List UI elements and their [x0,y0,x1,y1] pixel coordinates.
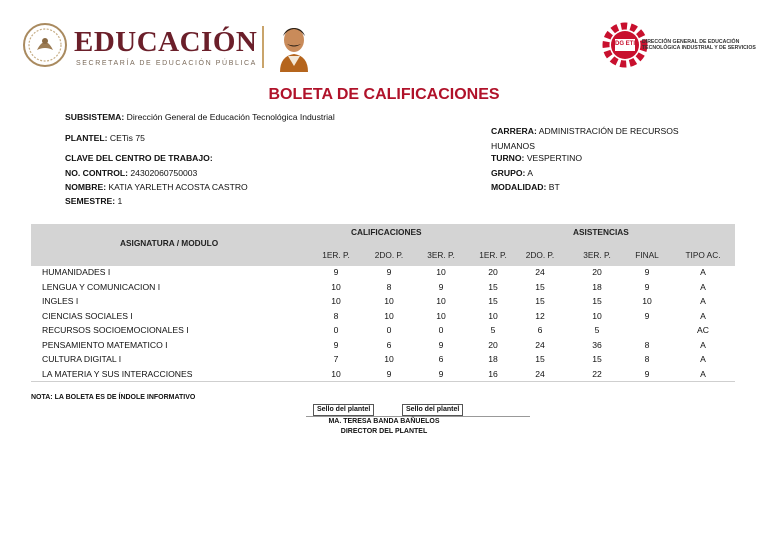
table-cell: 8 [386,281,392,292]
table-cell: A [700,281,706,292]
sep-logo [22,16,322,74]
column-header: 1ER. P. [322,250,350,260]
table-cell: 10 [331,296,341,306]
mexico-seal-icon [22,22,68,68]
table-cell: 15 [535,296,545,306]
table-cell: 0 [386,325,392,335]
table-cell: 15 [535,281,545,292]
table-cell: 6 [438,354,444,364]
table-cell: 9 [386,368,392,379]
subject-name: HUMANIDADES I [42,267,111,277]
table-cell: AC [697,325,709,335]
field-grupo-value: A [527,168,534,178]
field-subsistema-label: SUBSISTEMA: [65,112,125,122]
field-grupo [491,168,533,178]
field-control-label: NO. CONTROL: [65,168,129,178]
table-cell: 15 [535,354,545,364]
column-header: FINAL [635,250,659,260]
field-semestre [65,196,122,206]
field-control [65,168,197,178]
note-text: NOTA: LA BOLETA ES DE ÍNDOLE INFORMATIVO [31,394,196,401]
table-cell: 10 [436,310,446,321]
logo-divider [262,26,264,68]
signature-line [306,416,530,417]
table-cell: 10 [331,368,341,379]
field-semestre-value: 1 [117,196,123,206]
table-cell: 10 [436,296,446,306]
field-nombre [65,182,248,192]
sello-plantel-1: Sello del plantel [313,404,374,416]
table-cell: 36 [592,339,602,350]
dg-badge: DG ETI [615,41,636,47]
table-cell: 5 [594,325,600,335]
column-header: 3ER. P. [583,250,611,260]
table-cell: 8 [333,310,339,321]
field-grupo-label: GRUPO: [491,168,526,178]
field-plantel [65,133,145,143]
table-cell: 6 [386,339,392,350]
field-clave [65,153,213,163]
table-cell: 9 [333,267,339,277]
field-turno [491,153,582,163]
table-cell: 12 [535,310,545,321]
table-cell: 16 [488,368,498,379]
table-cell: 0 [438,325,444,335]
table-cell: A [700,368,706,379]
table-cell: 24 [535,368,545,379]
table-cell: 0 [333,325,339,335]
table-cell: 8 [644,339,650,350]
column-header: 1ER. P. [479,250,507,260]
table-cell: A [700,310,706,321]
column-header: 3ER. P. [427,250,455,260]
field-carrera-value: ADMINISTRACIÓN DE RECURSOS HUMANOS [491,126,679,151]
table-cell: 10 [384,296,394,306]
field-nombre-label: NOMBRE: [65,182,107,192]
table-cell: 15 [592,354,602,364]
table-bottom-border [31,381,735,382]
table-cell: 9 [644,368,650,379]
sello-plantel-2: Sello del plantel [402,404,463,416]
table-cell: 9 [386,267,392,277]
field-carrera-label: CARRERA: [491,126,537,136]
field-carrera [491,124,701,154]
table-cell: 9 [644,310,650,321]
subject-header: ASIGNATURA / MODULO [120,238,219,248]
field-turno-label: TURNO: [491,153,525,163]
table-cell: 18 [592,281,602,292]
subject-name: PENSAMIENTO MATEMATICO I [42,339,168,350]
table-cell: 10 [488,310,498,321]
column-header: TIPO AC. [685,250,721,260]
column-header: 2DO. P. [374,250,404,260]
field-nombre-value: KATIA YARLETH ACOSTA CASTRO [108,182,248,192]
subject-name: CULTURA DIGITAL I [42,354,122,364]
dg-name [642,39,756,51]
director-title: DIRECTOR DEL PLANTEL [340,428,428,435]
table-cell: 9 [644,267,650,277]
dg-name-line1: DIRECCIÓN GENERAL DE EDUCACIÓN [642,39,740,45]
table-cell: 20 [592,267,602,277]
subject-name: LA MATERIA Y SUS INTERACCIONES [42,368,193,379]
table-cell: 7 [333,354,339,364]
table-cell: 20 [488,267,498,277]
dgeti-logo [598,18,768,72]
field-clave-label: CLAVE DEL CENTRO DE TRABAJO: [65,153,213,163]
table-cell: 9 [333,339,339,350]
table-cell: 6 [537,325,543,335]
table-cell: 10 [331,281,341,292]
table-cell: 24 [535,339,545,350]
field-subsistema-value: Dirección General de Educación Tecnológica Industrial [126,112,335,122]
group-asistencias: ASISTENCIAS [573,227,629,237]
field-modalidad [491,182,560,192]
table-cell: 5 [490,325,496,335]
table-cell: 10 [436,267,446,277]
table-cell: A [700,354,706,364]
field-control-value: 24302060750003 [130,168,198,178]
field-turno-value: VESPERTINO [526,153,583,163]
table-cell: 15 [488,281,498,292]
subject-name: LENGUA Y COMUNICACION I [42,281,161,292]
table-cell: 10 [384,310,394,321]
table-cell: 9 [438,281,444,292]
field-subsistema [65,112,335,122]
table-cell: 18 [488,354,498,364]
field-semestre-label: SEMESTRE: [65,196,116,206]
table-cell: A [700,339,706,350]
table-cell: A [700,267,706,277]
table-cell: 8 [644,354,650,364]
column-header: 2DO. P. [525,250,555,260]
subject-name: INGLES I [42,296,79,306]
table-cell: 22 [592,368,602,379]
subject-name: CIENCIAS SOCIALES I [42,310,133,321]
field-plantel-value: CETis 75 [109,133,145,143]
table-cell: 15 [488,296,498,306]
table-cell: A [700,296,706,306]
logo-subtitle: SECRETARÍA DE EDUCACIÓN PÚBLICA [76,60,257,67]
table-cell: 20 [488,339,498,350]
table-cell: 10 [592,310,602,321]
portrait-icon [274,20,314,72]
table-cell: 24 [535,267,545,277]
table-cell: 15 [592,296,602,306]
group-calificaciones: CALIFICACIONES [351,227,422,237]
subject-name: RECURSOS SOCIOEMOCIONALES I [42,325,189,335]
table-cell: 9 [438,368,444,379]
director-name: MA. TERESA BANDA BAÑUELOS [328,418,440,425]
field-modalidad-value: BT [548,182,560,192]
field-plantel-label: PLANTEL: [65,133,108,143]
page-title: BOLETA DE CALIFICACIONES [268,86,500,103]
field-modalidad-label: MODALIDAD: [491,182,547,192]
table-cell: 10 [384,354,394,364]
dg-name-line2: TECNOLÓGICA INDUSTRIAL Y DE SERVICIOS [642,45,756,52]
table-cell: 9 [438,339,444,350]
table-cell: 10 [642,296,652,306]
table-cell: 9 [644,281,650,292]
logo-title: EDUCACIÓN [74,26,258,58]
